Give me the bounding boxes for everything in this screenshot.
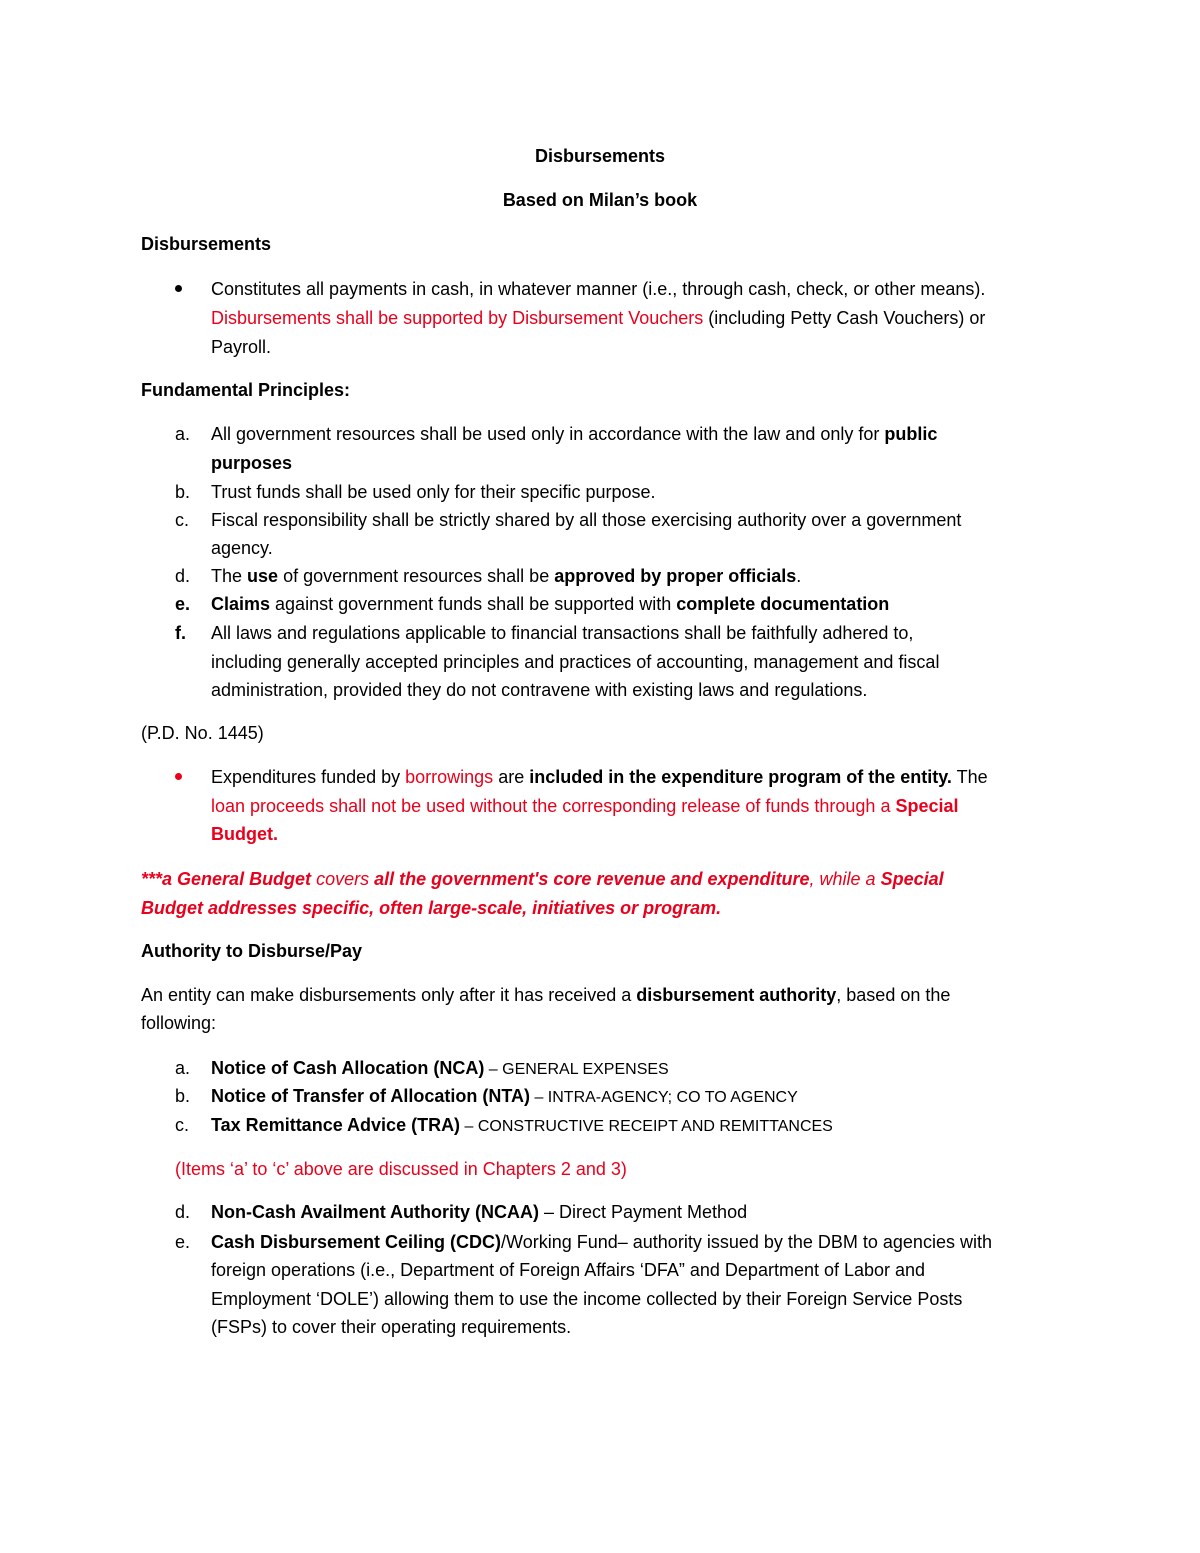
authority-item-a: Notice of Cash Allocation (NCA) – GENERAL EXPENSES [211, 1058, 669, 1078]
principle-a-line1: All government resources shall be used only in accordance with the law and only for public [211, 424, 938, 444]
authority-item-c: Tax Remittance Advice (TRA) – CONSTRUCTIVE RECEIPT AND REMITTANCES [211, 1115, 833, 1135]
list-marker: b. [175, 482, 191, 502]
list-marker: c. [175, 1115, 190, 1135]
document-subtitle: Based on Milan’s book [502, 190, 698, 210]
document-title: Disbursements [534, 146, 666, 166]
pd-reference: (P.D. No. 1445) [141, 723, 264, 743]
authority-item-e-line4: (FSPs) to cover their operating requirements. [211, 1317, 572, 1337]
bullet-icon [175, 773, 182, 780]
authority-item-d: Non-Cash Availment Authority (NCAA) – Direct Payment Method [211, 1202, 748, 1222]
list-marker: d. [175, 566, 191, 586]
red-emphasis: Disbursements shall be supported by Disbursement Vouchers [211, 308, 704, 328]
list-marker: c. [175, 510, 190, 530]
authority-item-e-line2: foreign operations (i.e., Department of Foreign Affairs ‘DFA” and Department of Labor and [211, 1260, 926, 1280]
principle-f-line2: including generally accepted principles and practices of accounting, management and fiscal [211, 652, 940, 672]
authority-intro-line1: An entity can make disbursements only after it has received a disbursement authority, based on the [141, 985, 951, 1005]
list-marker: a. [175, 1058, 191, 1078]
expenditures-line3: Budget. [211, 824, 278, 844]
authority-item-b: Notice of Transfer of Allocation (NTA) – INTRA-AGENCY; CO TO AGENCY [211, 1086, 798, 1106]
authority-intro-line2: following: [141, 1013, 217, 1033]
budget-note-line2: Budget addresses specific, often large-scale, initiatives or program. [141, 898, 722, 918]
bullet-text-line3: Payroll. [211, 337, 272, 357]
principle-d: The use of government resources shall be approved by proper officials. [211, 566, 802, 586]
section-heading-disbursements: Disbursements [141, 234, 272, 254]
principle-e: Claims against government funds shall be supported with complete documentation [211, 594, 890, 614]
list-marker: d. [175, 1202, 191, 1222]
principle-a-line2: purposes [211, 453, 293, 473]
principle-b: Trust funds shall be used only for their specific purpose. [211, 482, 656, 502]
bullet-icon [175, 285, 182, 292]
authority-item-e-line1: Cash Disbursement Ceiling (CDC)/Working Fund– authority issued by the DBM to agencies with [211, 1232, 992, 1252]
section-heading-principles: Fundamental Principles: [141, 380, 351, 400]
list-marker: e. [175, 594, 191, 614]
list-marker: e. [175, 1232, 191, 1252]
expenditures-line1: Expenditures funded by borrowings are included in the expenditure program of the entity. The [211, 767, 988, 787]
budget-note-line1: ***a General Budget covers all the government's core revenue and expenditure, while a Special [141, 869, 944, 889]
authority-item-e-line3: Employment ‘DOLE’) allowing them to use the income collected by their Foreign Service Posts [211, 1289, 963, 1309]
section-heading-authority: Authority to Disburse/Pay [141, 941, 363, 961]
expenditures-line2: loan proceeds shall not be used without the corresponding release of funds through a Special [211, 796, 959, 816]
principle-f-line3: administration, provided they do not contravene with existing laws and regulations. [211, 680, 868, 700]
principle-c-line2: agency. [211, 538, 273, 558]
principle-c-line1: Fiscal responsibility shall be strictly shared by all those exercising authority over a government [211, 510, 962, 530]
principle-f-line1: All laws and regulations applicable to financial transactions shall be faithfully adhered to, [211, 623, 914, 643]
list-marker: f. [175, 623, 186, 643]
bullet-text-line2: Disbursements shall be supported by Disbursement Vouchers (including Petty Cash Vouchers) or [211, 308, 986, 328]
list-marker: a. [175, 424, 191, 444]
bullet-text-line1: Constitutes all payments in cash, in whatever manner (i.e., through cash, check, or other means). [211, 279, 986, 299]
list-marker: b. [175, 1086, 191, 1106]
items-note: (Items ‘a’ to ‘c’ above are discussed in Chapters 2 and 3) [175, 1159, 627, 1179]
